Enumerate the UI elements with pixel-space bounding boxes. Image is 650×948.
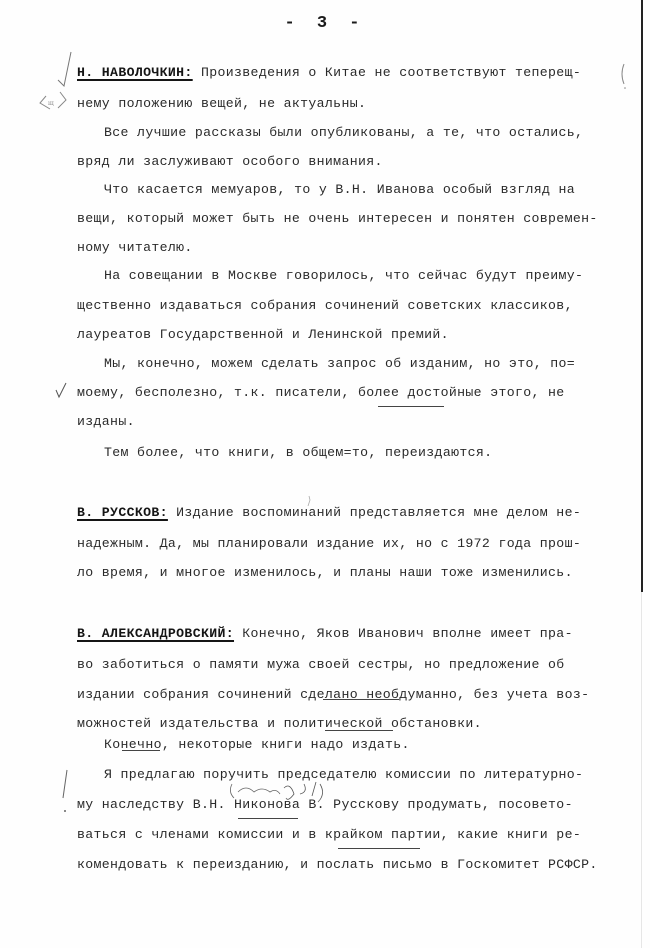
- line-text: Конечно, Яков Иванович вполне имеет пра-: [234, 626, 573, 641]
- pencil-underline: [378, 406, 444, 407]
- pencil-underline: [325, 730, 393, 731]
- paragraph-line: вещи, который может быть не очень интересен и понятен современ-: [77, 211, 598, 226]
- speaker-name: В. РУССКОВ:: [77, 505, 168, 520]
- paragraph-line: [77, 505, 581, 521]
- paragraph-line: Конечно, некоторые книги надо издать.: [104, 737, 410, 752]
- paragraph-line: Что касается мемуаров, то у В.Н. Иванова особый взгляд на: [104, 182, 576, 197]
- paragraph-line: Я предлагаю поручить председателю комиссии по литературно-: [104, 767, 584, 782]
- paragraph-line: ваться с членами комиссии и в крайком партии, какие книги ре-: [77, 827, 582, 842]
- paragraph-line: изданы.: [77, 414, 135, 429]
- paragraph-line: издании собрания сочинений сделано необдуманно, без учета воз-: [77, 687, 590, 702]
- checkmark-icon: [54, 382, 68, 400]
- margin-bracket-icon: [618, 62, 632, 92]
- line-text: Произведения о Китае не соответствуют теперещ-: [192, 65, 582, 80]
- paragraph-line: щественно издаваться собрания сочинений советских классиков,: [77, 298, 573, 313]
- page-edge-faint: [641, 592, 642, 948]
- paragraph-line: [77, 626, 573, 642]
- page-number: - 3 -: [284, 14, 366, 33]
- pencil-underline: [238, 818, 298, 819]
- speaker-name: Н. НАВОЛОЧКИН:: [77, 65, 193, 80]
- paragraph-line: моему, бесполезно, т.к. писатели, более достойные этого, не: [77, 385, 565, 400]
- checkmark-icon: [38, 50, 88, 110]
- paragraph-line: ло время, и многое изменилось, и планы наши тоже изменились.: [77, 565, 573, 580]
- handwritten-note: [228, 780, 338, 810]
- paragraph-line: [77, 65, 581, 81]
- paragraph-line: му наследству В.Н. Никонова В. Русскову продумать, посовето-: [77, 797, 573, 812]
- pencil-underline: [338, 848, 420, 849]
- svg-text:ıц: ıц: [48, 100, 54, 107]
- paragraph-line: надежным. Да, мы планировали издание их, но с 1972 года прош-: [77, 536, 582, 551]
- paragraph-line: Мы, конечно, можем сделать запрос об изданим, но это, по=: [104, 356, 576, 371]
- paragraph-line: ному читателю.: [77, 240, 193, 255]
- paragraph-line: нему положению вещей, не актуальны.: [77, 96, 367, 111]
- paragraph-line: комендовать к переизданию, и послать письмо в Госкомитет РСФСР.: [77, 857, 598, 872]
- paragraph-line: во заботиться о памяти мужа своей сестры, но предложение об: [77, 657, 565, 672]
- speaker-name: В. АЛЕКСАНДРОВСКИЙ:: [77, 626, 235, 641]
- pencil-underline: [323, 699, 399, 700]
- paragraph-line: На совещании в Москве говорилось, что сейчас будут преиму-: [104, 268, 584, 283]
- paragraph-line: можностей издательства и политической обстановки.: [77, 716, 482, 731]
- pencil-underline: [122, 750, 160, 751]
- line-text: Издание воспоминаний представляется мне делом не-: [167, 505, 582, 520]
- paragraph-line: лауреатов Государственной и Ленинской премий.: [77, 327, 449, 342]
- paragraph-line: Тем более, что книги, в общем=то, переиздаются.: [104, 445, 493, 460]
- paragraph-line: Все лучшие рассказы были опубликованы, а те, что остались,: [104, 125, 584, 140]
- paragraph-line: вряд ли заслуживают особого внимания.: [77, 154, 383, 169]
- page-edge-line: [641, 0, 643, 592]
- pencil-speck: [305, 494, 315, 508]
- margin-stroke-icon: [60, 768, 70, 828]
